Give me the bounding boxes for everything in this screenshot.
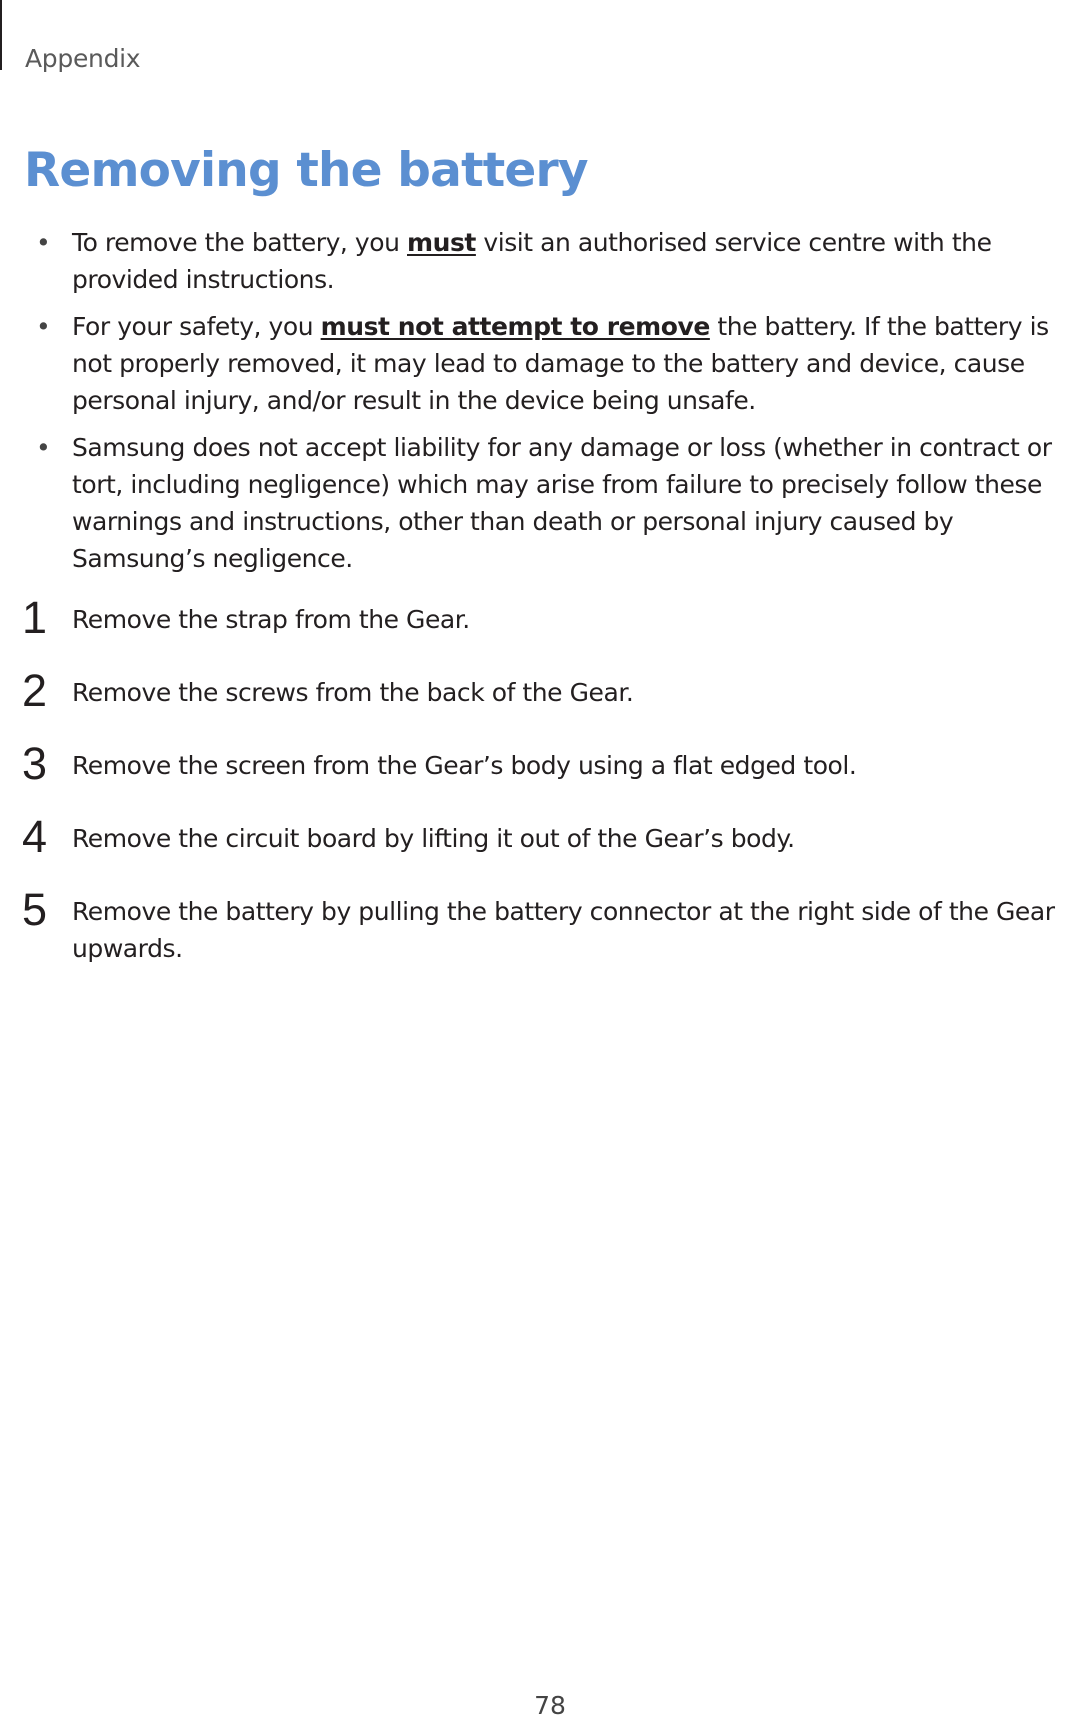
step-number: 2	[22, 665, 47, 716]
bullet-text: Samsung does not accept liability for any damage or loss (whether in contract or tort, including negligence) which may arise from failure to precisely follow these warnings and instructions, other than death or personal injury caused by Samsung’s negligence.	[72, 433, 1052, 573]
bullet-icon: •	[36, 312, 51, 341]
bullet-text: visit an authorised service centre with the provided instructions.	[72, 228, 992, 294]
bullet-emphasis: must not attempt to remove	[320, 312, 710, 341]
bullet-item	[0, 429, 1074, 577]
step-text: Remove the screws from the back of the Gear.	[72, 678, 634, 707]
bullet-text: the battery. If the battery is not properly removed, it may lead to damage to the battery and device, cause personal injury, and/or result in the device being unsafe.	[72, 312, 1049, 415]
step-item	[0, 811, 1074, 862]
bullet-item	[0, 308, 1074, 419]
bullet-icon: •	[36, 433, 51, 462]
step-item	[0, 665, 1074, 716]
step-number: 3	[22, 738, 47, 789]
step-number: 5	[22, 884, 47, 935]
content	[0, 224, 1074, 967]
step-number: 1	[22, 592, 47, 643]
step-text: Remove the strap from the Gear.	[72, 605, 470, 634]
page-number: 78	[534, 1691, 566, 1720]
page-title: Removing the battery	[24, 143, 588, 198]
step-number: 4	[22, 811, 47, 862]
bullet-text: To remove the battery, you	[72, 228, 407, 257]
bullet-item	[0, 224, 1074, 298]
step-item	[0, 592, 1074, 643]
bullet-icon: •	[36, 228, 51, 257]
section-label: Appendix	[25, 44, 141, 73]
step-text: Remove the screen from the Gear’s body using a flat edged tool.	[72, 751, 857, 780]
step-item	[0, 884, 1074, 967]
step-text: Remove the circuit board by lifting it out of the Gear’s body.	[72, 824, 795, 853]
step-text: Remove the battery by pulling the battery connector at the right side of the Gear upwards.	[72, 897, 1055, 963]
side-rule	[0, 0, 2, 70]
bullet-emphasis: must	[407, 228, 476, 257]
step-item	[0, 738, 1074, 789]
bullet-text: For your safety, you	[72, 312, 321, 341]
